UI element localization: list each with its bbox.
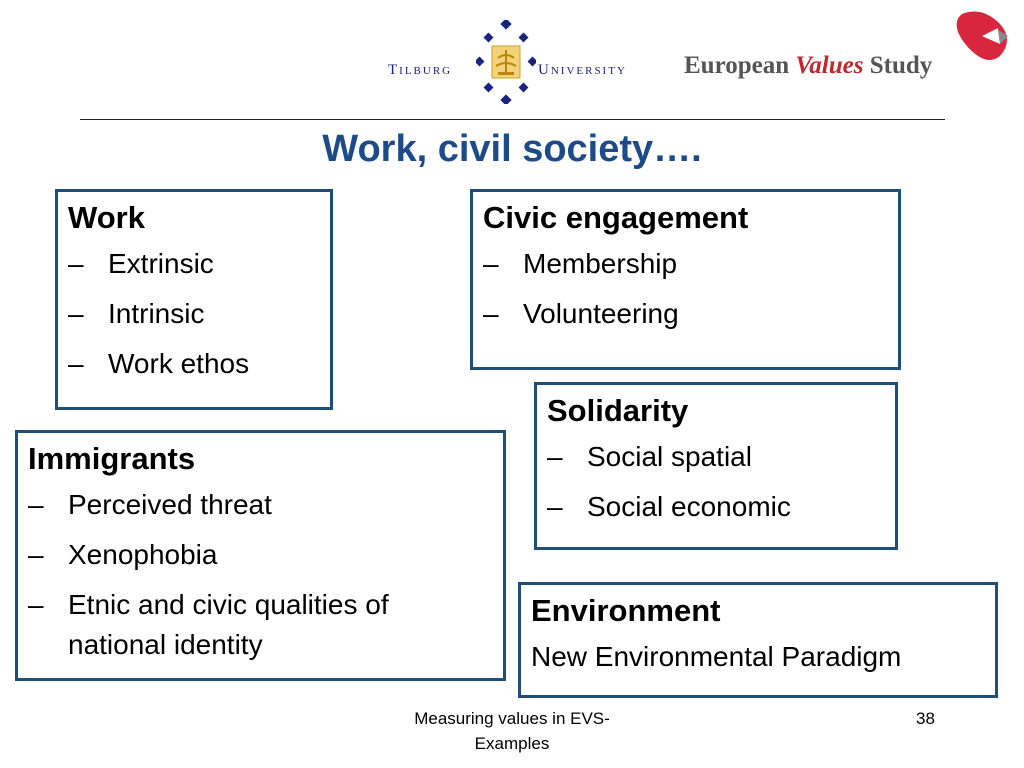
header-divider bbox=[80, 119, 945, 120]
list-item-text: Work ethos bbox=[108, 348, 250, 379]
evs-mark-icon bbox=[948, 6, 1018, 66]
list-item bbox=[68, 244, 320, 284]
immigrants-box bbox=[15, 430, 506, 681]
environment-heading: Environment bbox=[531, 593, 721, 628]
civic-engagement-list bbox=[483, 244, 888, 334]
dash-bullet: – bbox=[68, 348, 84, 379]
immigrants-list bbox=[28, 485, 493, 665]
work-list bbox=[68, 244, 320, 384]
dash-bullet: – bbox=[68, 248, 84, 279]
dash-bullet: – bbox=[547, 441, 563, 472]
solidarity-box bbox=[534, 382, 898, 550]
environment-text: New Environmental Paradigm bbox=[531, 641, 902, 672]
slide-title: Work, civil society…. bbox=[322, 128, 702, 170]
tilburg-university-logo bbox=[386, 12, 646, 102]
tilburg-seal-icon bbox=[476, 20, 536, 104]
list-item-text: Extrinsic bbox=[108, 248, 214, 279]
list-item-text: Perceived threat bbox=[68, 489, 272, 520]
list-item bbox=[483, 294, 888, 334]
footer-text: Measuring values in EVS- Examples bbox=[414, 709, 610, 753]
list-item-text: Volunteering bbox=[523, 298, 679, 329]
dash-bullet: – bbox=[483, 248, 499, 279]
civic-engagement-box bbox=[470, 189, 901, 370]
dash-bullet: – bbox=[28, 489, 44, 520]
list-item bbox=[28, 585, 493, 665]
work-heading: Work bbox=[68, 200, 145, 235]
list-item bbox=[68, 344, 320, 384]
dash-bullet: – bbox=[28, 589, 44, 620]
list-item-text: Membership bbox=[523, 248, 678, 279]
list-item bbox=[547, 487, 885, 527]
list-item bbox=[68, 294, 320, 334]
page-number: 38 bbox=[916, 709, 935, 728]
dash-bullet: – bbox=[68, 298, 84, 329]
list-item-text: Intrinsic bbox=[108, 298, 205, 329]
list-item-text: Social spatial bbox=[587, 441, 752, 472]
environment-box bbox=[518, 582, 998, 698]
civic-engagement-heading: Civic engagement bbox=[483, 200, 749, 235]
list-item bbox=[483, 244, 888, 284]
evs-logo bbox=[684, 52, 932, 80]
evs-logo-values: Values bbox=[795, 52, 864, 79]
dash-bullet: – bbox=[547, 491, 563, 522]
tilburg-logo-text-right: University bbox=[538, 62, 627, 78]
list-item-text: Xenophobia bbox=[68, 539, 218, 570]
evs-logo-study: Study bbox=[869, 52, 933, 79]
evs-logo-european: European bbox=[684, 52, 790, 79]
tilburg-logo-text-left: Tilburg bbox=[388, 62, 453, 78]
dash-bullet: – bbox=[483, 298, 499, 329]
dash-bullet: – bbox=[28, 539, 44, 570]
immigrants-heading: Immigrants bbox=[28, 441, 196, 476]
list-item bbox=[28, 535, 493, 575]
work-box bbox=[55, 189, 333, 410]
solidarity-list bbox=[547, 437, 885, 527]
list-item-text: Social economic bbox=[587, 491, 791, 522]
list-item bbox=[28, 485, 493, 525]
solidarity-heading: Solidarity bbox=[547, 393, 689, 428]
list-item-text: Etnic and civic qualities of national identity bbox=[68, 589, 389, 660]
list-item bbox=[547, 437, 885, 477]
